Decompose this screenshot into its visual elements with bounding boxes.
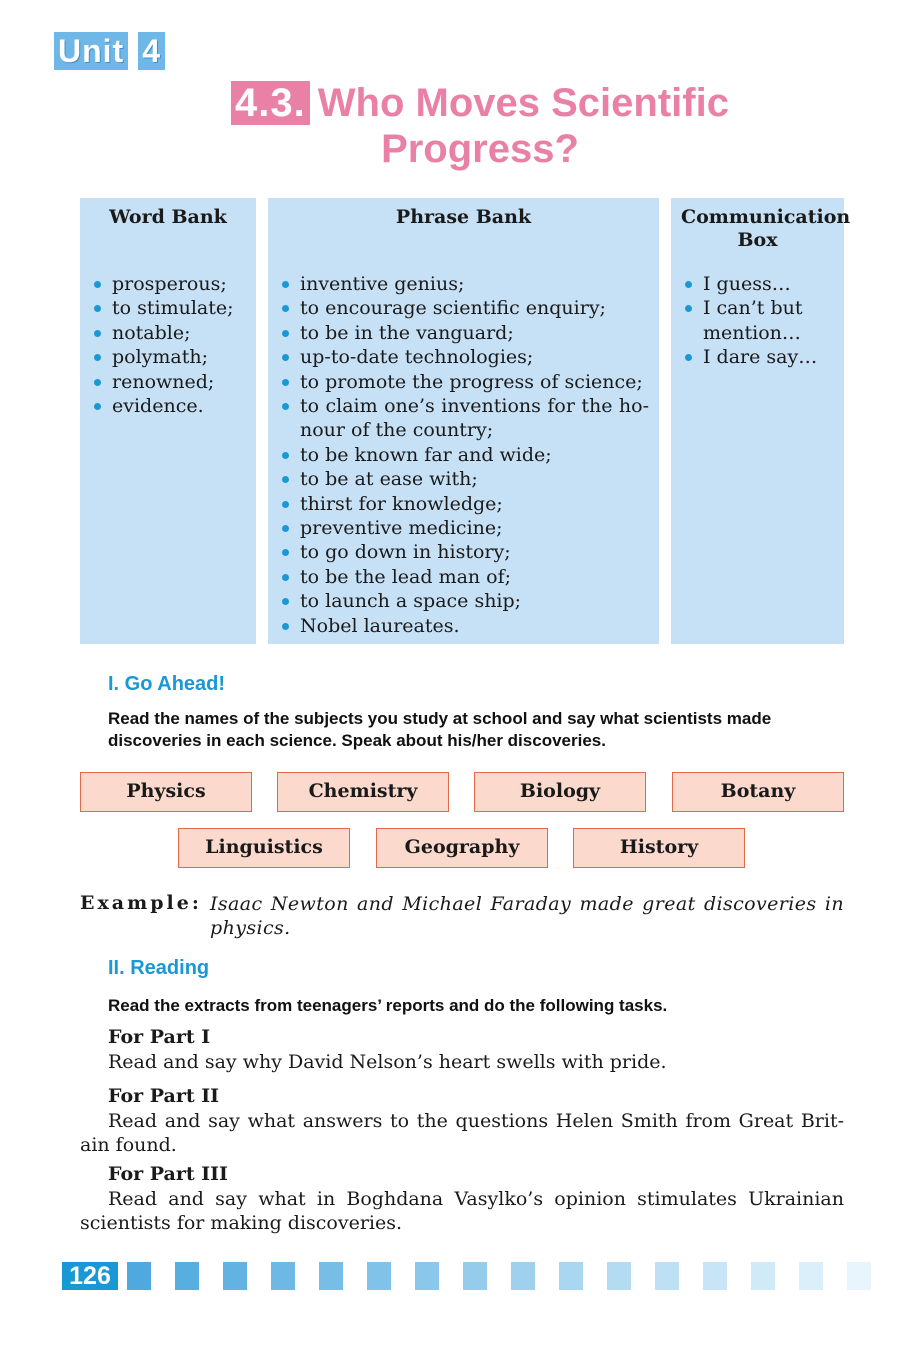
- communication-box-list: [681, 272, 834, 370]
- list-item: polymath;: [90, 345, 246, 369]
- list-item: to stimulate;: [90, 296, 246, 320]
- footer-square: [223, 1262, 247, 1290]
- part-title: For Part I: [108, 1026, 211, 1048]
- footer-square: [703, 1262, 727, 1290]
- example-label: Example:: [80, 892, 202, 914]
- list-item: renowned;: [90, 370, 246, 394]
- phrase-bank: [268, 198, 659, 644]
- subject-box-physics: Physics: [80, 772, 252, 812]
- list-item: Nobel laureates.: [278, 614, 649, 638]
- footer-square: [175, 1262, 199, 1290]
- footer-square: [415, 1262, 439, 1290]
- part-text: Read and say why David Nelson’s heart swells with pride.: [108, 1051, 667, 1073]
- list-item: evidence.: [90, 394, 246, 418]
- part-title: For Part II: [108, 1085, 220, 1107]
- part-text: Read and say what in Boghdana Vasylko’s opinion stimulates Ukrainian scientists for making discoveries.: [80, 1188, 844, 1234]
- list-item: notable;: [90, 321, 246, 345]
- section-heading-reading: II. Reading: [108, 957, 210, 979]
- lesson-title-line2: Progress?: [381, 127, 579, 171]
- list-item: to launch a space ship;: [278, 589, 649, 613]
- list-item: to be in the vanguard;: [278, 321, 649, 345]
- footer-square: [319, 1262, 343, 1290]
- list-item: to be the lead man of;: [278, 565, 649, 589]
- footer-square: [271, 1262, 295, 1290]
- list-item: preventive medicine;: [278, 516, 649, 540]
- lesson-title-line1: Who Moves Scientific: [317, 81, 729, 125]
- footer-square: [655, 1262, 679, 1290]
- footer-square: [511, 1262, 535, 1290]
- list-item: to go down in history;: [278, 540, 649, 564]
- phrase-bank-title: Phrase Bank: [395, 206, 532, 228]
- subject-box-chemistry: Chemistry: [277, 772, 449, 812]
- list-item: thirst for knowledge;: [278, 492, 649, 516]
- phrase-bank-list: [278, 272, 649, 638]
- footer-square: [607, 1262, 631, 1290]
- lesson-number: 4.3.: [231, 81, 310, 125]
- list-item: to be at ease with;: [278, 467, 649, 491]
- part-text: Read and say what answers to the questions Helen Smith from Great Brit-ain found.: [80, 1110, 844, 1156]
- footer-square: [559, 1262, 583, 1290]
- subject-box-history: History: [573, 828, 745, 868]
- unit-badge: [54, 32, 165, 70]
- subject-box-geography: Geography: [376, 828, 548, 868]
- list-item: up-to-date technologies;: [278, 345, 649, 369]
- example-text: Isaac Newton and Michael Faraday made great discoveries in physics.: [210, 893, 844, 939]
- section1-instruction: Read the names of the subjects you study at school and say what scientists made discoveries in each science. Speak about his/her discoveries.: [108, 709, 772, 750]
- list-item: inventive genius;: [278, 272, 649, 296]
- section2-instruction: Read the extracts from teenagers’ reports and do the following tasks.: [108, 996, 668, 1015]
- footer-square: [799, 1262, 823, 1290]
- unit-label: Unit: [54, 32, 128, 70]
- unit-number: 4: [138, 32, 165, 70]
- word-bank: [80, 198, 256, 644]
- lesson-title: [150, 80, 810, 172]
- word-bank-title: Word Bank: [109, 206, 227, 228]
- word-bank-list: [90, 272, 246, 418]
- part-title: For Part III: [108, 1163, 228, 1185]
- list-item: to promote the progress of science;: [278, 370, 649, 394]
- subject-box-botany: Botany: [672, 772, 844, 812]
- footer-square: [751, 1262, 775, 1290]
- subject-box-linguistics: Linguistics: [178, 828, 350, 868]
- communication-box: [671, 198, 851, 644]
- list-item: to claim one’s inventions for the ho-nour of the country;: [278, 394, 649, 443]
- list-item: I can’t but mention…: [681, 296, 834, 345]
- page-number: 126: [62, 1262, 118, 1290]
- footer-square: [463, 1262, 487, 1290]
- communication-box-title: Communication Box: [681, 206, 851, 251]
- footer-square: [367, 1262, 391, 1290]
- list-item: to be known far and wide;: [278, 443, 649, 467]
- subject-box-biology: Biology: [474, 772, 646, 812]
- list-item: prosperous;: [90, 272, 246, 296]
- footer-square: [847, 1262, 871, 1290]
- footer-square: [127, 1262, 151, 1290]
- list-item: I dare say…: [681, 345, 834, 369]
- section-heading-go-ahead: I. Go Ahead!: [108, 673, 226, 695]
- list-item: I guess…: [681, 272, 834, 296]
- list-item: to encourage scientific enquiry;: [278, 296, 649, 320]
